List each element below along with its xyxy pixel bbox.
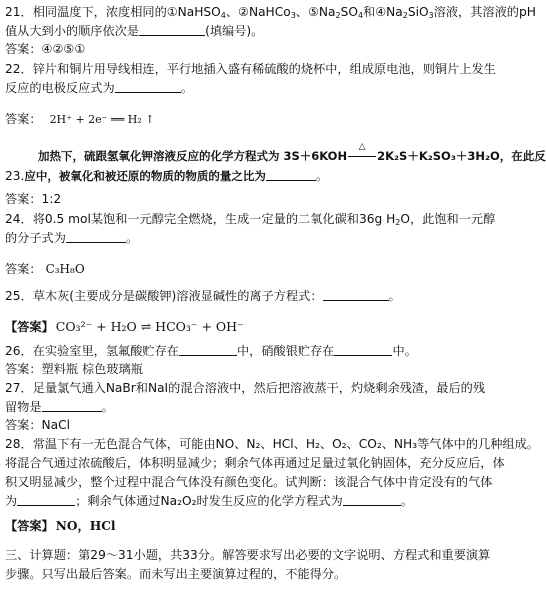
q25-answer: 【答案】 CO₃²⁻ + H₂O ⇌ HCO₃⁻ + OH⁻ — [5, 319, 244, 334]
q27-answer: 答案：NaCl — [5, 418, 71, 432]
answer-blank — [179, 345, 237, 356]
heat-symbol: △ — [358, 142, 366, 152]
answer-blank — [42, 401, 102, 412]
q28-line3: 积又明显减少，整个过程中混合气体没有颜色变化。试判断：该混合气体中肯定没有的气体 — [5, 475, 493, 489]
answer-blank — [139, 25, 205, 36]
q21-answer: 答案：④②⑤① — [5, 42, 86, 56]
q26-answer: 答案：塑料瓶 棕色玻璃瓶 — [5, 362, 143, 376]
q23-answer: 答案：1:2 — [5, 192, 62, 206]
q22-answer-equation: 2H⁺ + 2e⁻ ══ H₂ ↑ — [49, 113, 155, 126]
section3-line1: 三、计算题：第29～31小题，共33分。解答要求写出必要的文字说明、方程式和重要演算 — [5, 548, 491, 562]
q26-line1: 26．在实验室里，氢氟酸贮存在 中，硝酸银贮存在 中。 — [5, 344, 417, 358]
q23-line2: 23.应中，被氧化和被还原的物质的物质的量之比为 。 — [5, 169, 329, 183]
q25-answer-equation: CO₃²⁻ + H₂O ⇌ HCO₃⁻ + OH⁻ — [55, 319, 244, 334]
q28-answer: 【答案】 NO，HCl — [5, 519, 116, 533]
q21-line1: 21．相同温度下，浓度相同的①NaHSO$_4$、②NaHCo$_3$、$⑤Na_2SO_4$和$④Na_2SiO_3$溶液，其溶液的pH — [5, 5, 536, 20]
q28-line4: 为 ；剩余气体通过Na₂O₂时发生反应的化学方程式为 。 — [5, 494, 413, 508]
q22-line1: 22．锌片和铜片用导线相连，平行地插入盛有稀硫酸的烧杯中，组成原电池，则铜片上发生 — [5, 62, 496, 76]
q23-line1: 加热下，硫跟氢氧化钾溶液反应的化学方程式为 3S＋6KOH △ 2K₂S＋K₂SO₃＋3H₂O，在此反 — [38, 142, 546, 163]
q27-line2: 留物是 。 — [5, 400, 114, 414]
q24-answer: 答案： C₃H₈O — [5, 262, 85, 276]
q21-line2: 值从大到小的顺序依次是 (填编号)。 — [5, 24, 264, 38]
answer-blank — [66, 232, 126, 243]
q24-answer-formula: C₃H₈O — [45, 262, 85, 276]
answer-blank — [115, 82, 181, 93]
q22-answer: 答案： 2H⁺ + 2e⁻ ══ H₂ ↑ — [5, 112, 155, 126]
answer-blank — [323, 290, 389, 301]
q25-line1: 25．草木灰(主要成分是碳酸钾)溶液显碱性的离子方程式： 。 — [5, 289, 401, 303]
q28-line2: 将混合气通过浓硫酸后，体积明显减少；剩余气体再通过足量过氧化钠固体，充分反应后，体 — [5, 456, 505, 470]
section3-line2: 步骤。只写出最后答案。而未写出主要演算过程的，不能得分。 — [5, 567, 347, 581]
answer-blank — [343, 495, 401, 506]
answer-blank — [266, 170, 316, 181]
q24-line2: 的分子式为 。 — [5, 231, 139, 245]
q27-line1: 27．足量氯气通入NaBr和NaI的混合溶液中，然后把溶液蒸干，灼烧剩余残渣，最后的残 — [5, 381, 486, 395]
answer-blank — [17, 495, 75, 506]
answer-blank — [334, 345, 392, 356]
q28-line1: 28．常温下有一无色混合气体，可能由NO、N₂、HCl、H₂、O₂、CO₂、NH₃等气体中的几种组成。 — [5, 437, 539, 451]
q24-line1: 24．将0.5 mol某饱和一元醇完全燃烧，生成一定量的二氧化碳和36g $H_2O$，此饱和一元醇 — [5, 212, 496, 227]
q22-line2: 反应的电极反应式为 。 — [5, 81, 193, 95]
q28-answer-value: NO，HCl — [55, 519, 116, 533]
